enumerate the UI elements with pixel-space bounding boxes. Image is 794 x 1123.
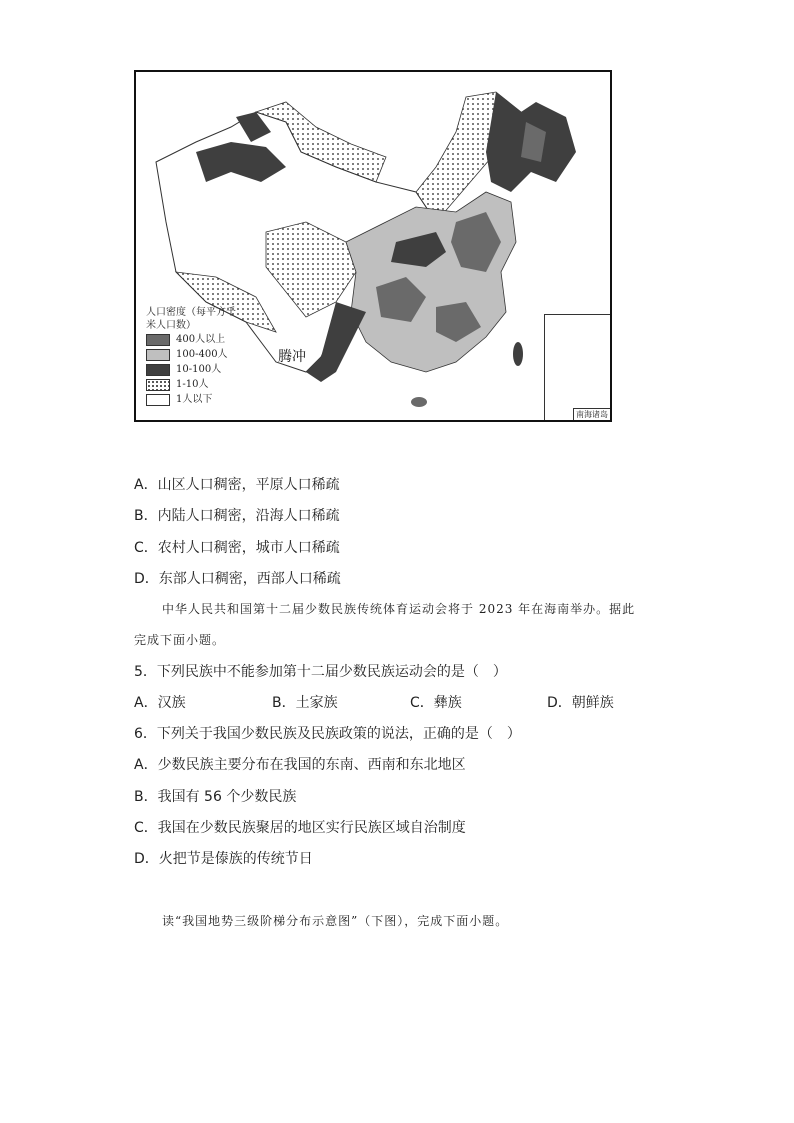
q4-option-a[interactable]: A．山区人口稠密，平原人口稀疏 xyxy=(134,477,340,493)
legend-row xyxy=(146,362,236,377)
legend-label: 400人以上 xyxy=(176,334,226,345)
legend-title: 人口密度（每平方千米人口数） xyxy=(146,307,236,331)
map-place-label: 腾冲 xyxy=(278,349,306,365)
q6-option-d[interactable]: D．火把节是傣族的传统节日 xyxy=(134,851,313,867)
q4-option-d[interactable]: D．东部人口稠密，西部人口稀疏 xyxy=(134,571,341,587)
question-6-stem: 6．下列关于我国少数民族及民族政策的说法，正确的是（ ） xyxy=(134,726,521,742)
q6-option-c[interactable]: C．我国在少数民族聚居的地区实行民族区域自治制度 xyxy=(134,820,466,836)
legend-label: 1-10人 xyxy=(176,379,209,390)
legend-row xyxy=(146,347,236,362)
q5-option-d[interactable]: D．朝鲜族 xyxy=(547,695,614,711)
inset-label: 南海诸岛 xyxy=(573,408,611,421)
passage-line: 完成下面小题。 xyxy=(134,633,226,647)
legend-swatch xyxy=(146,364,170,376)
legend-label: 10-100人 xyxy=(176,364,222,375)
map-legend xyxy=(146,306,236,407)
legend-row xyxy=(146,332,236,347)
population-density-map xyxy=(134,70,612,422)
legend-swatch xyxy=(146,394,170,406)
south-china-sea-inset xyxy=(544,314,612,422)
q4-option-c[interactable]: C．农村人口稠密，城市人口稀疏 xyxy=(134,540,340,556)
q5-option-a[interactable]: A．汉族 xyxy=(134,695,186,711)
legend-swatch xyxy=(146,349,170,361)
legend-row xyxy=(146,377,236,392)
q4-option-b[interactable]: B．内陆人口稠密，沿海人口稀疏 xyxy=(134,508,340,524)
q6-option-b[interactable]: B．我国有 56 个少数民族 xyxy=(134,789,297,805)
q5-option-c[interactable]: C．彝族 xyxy=(410,695,462,711)
passage-line: 中华人民共和国第十二届少数民族传统体育运动会将于 2023 年在海南举办。据此 xyxy=(162,602,636,616)
legend-label: 1人以下 xyxy=(176,394,213,405)
q6-option-a[interactable]: A．少数民族主要分布在我国的东南、西南和东北地区 xyxy=(134,757,466,773)
passage-line: 读“我国地势三级阶梯分布示意图”（下图），完成下面小题。 xyxy=(162,914,509,928)
legend-row xyxy=(146,392,236,407)
question-5-stem: 5．下列民族中不能参加第十二届少数民族运动会的是（ ） xyxy=(134,664,507,680)
q5-option-b[interactable]: B．土家族 xyxy=(272,695,338,711)
legend-swatch xyxy=(146,379,170,391)
legend-label: 100-400人 xyxy=(176,349,228,360)
question-5-options xyxy=(134,692,654,710)
legend-swatch xyxy=(146,334,170,346)
